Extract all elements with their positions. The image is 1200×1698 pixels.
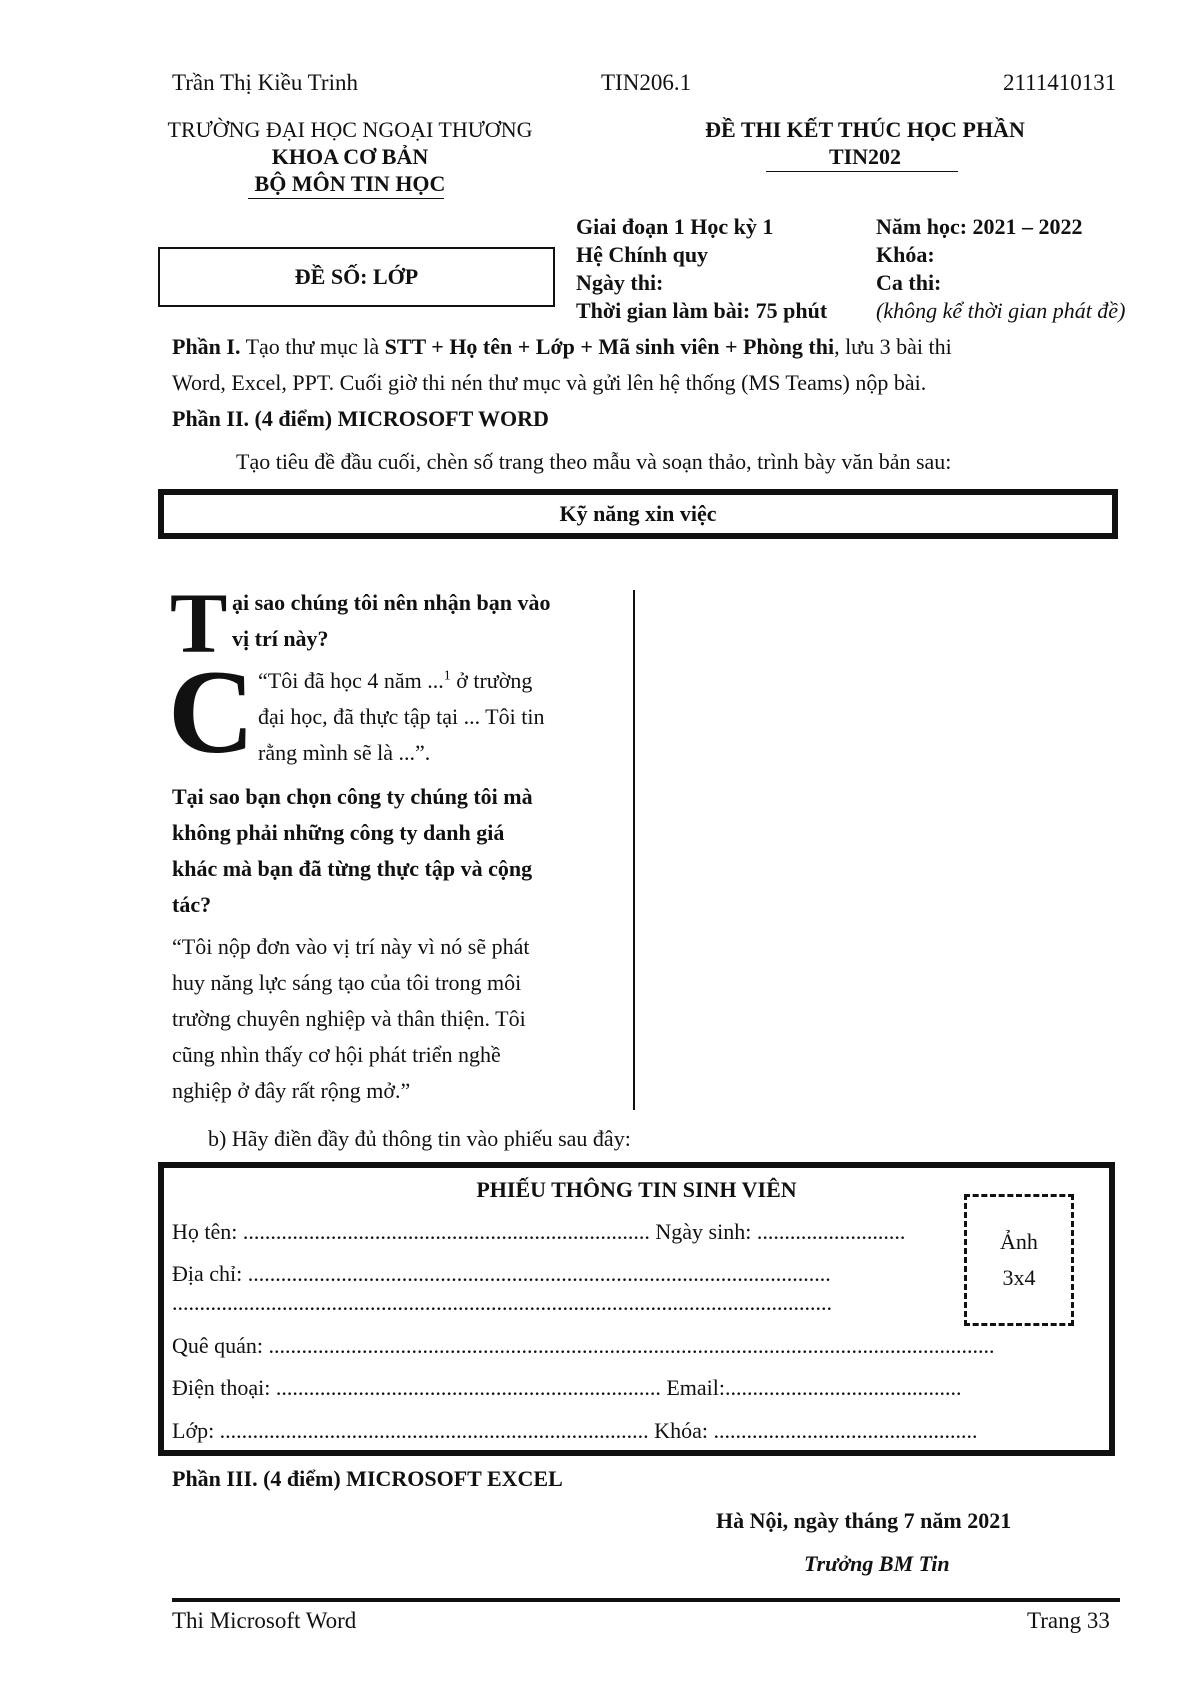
part1-text-b: , lưu 3 bài thi [834, 334, 952, 359]
part3-heading: Phần III. (4 điểm) MICROSOFT EXCEL [172, 1466, 563, 1491]
exam-code-box: ĐỀ SỐ: LỚP [158, 247, 555, 307]
form-phone-email[interactable]: Điện thoại: ...................................................................... Email:........................................... [172, 1375, 962, 1400]
course-underline [766, 171, 958, 172]
department-name: BỘ MÔN TIN HỌC [254, 171, 446, 196]
form-address[interactable]: Địa chỉ: .......................................................................................................... [172, 1261, 831, 1286]
part1-label: Phần I. [172, 334, 241, 359]
exam-year: Năm học: 2021 – 2022 [876, 214, 1083, 239]
form-name-dob[interactable]: Họ tên: .......................................................................... Ngày sinh: ........................... [172, 1219, 906, 1244]
a2-line5: nghiệp ở đây rất rộng mở.” [172, 1078, 411, 1103]
q2-line3: khác mà bạn đã từng thực tập và cộng [172, 856, 533, 881]
part1-line1 [172, 334, 952, 360]
exam-title: ĐỀ THI KẾT THÚC HỌC PHẦN [705, 117, 1025, 142]
part1-line2: Word, Excel, PPT. Cuối giờ thi nén thư mục và gửi lên hệ thống (MS Teams) nộp bài. [172, 370, 927, 395]
signature-place-date: Hà Nội, ngày tháng 7 năm 2021 [716, 1508, 1012, 1533]
part2-heading: Phần II. (4 điểm) MICROSOFT WORD [172, 406, 549, 431]
school-name: TRƯỜNG ĐẠI HỌC NGOẠI THƯƠNG [167, 117, 533, 142]
exam-duration: Thời gian làm bài: 75 phút [576, 298, 828, 323]
q1-line2: vị trí này? [232, 626, 329, 651]
exam-course: TIN202 [828, 144, 902, 169]
form-title: PHIẾU THÔNG TIN SINH VIÊN [476, 1177, 797, 1202]
footer-page-number: Trang 33 [1027, 1608, 1110, 1633]
a1-line1-text: “Tôi đã học 4 năm ... [258, 668, 444, 693]
faculty-name: KHOA CƠ BẢN [271, 144, 429, 169]
header-author: Trần Thị Kiều Trinh [172, 70, 358, 95]
exam-phase: Giai đoạn 1 Học kỳ 1 [576, 214, 774, 239]
footnote-marker: 1 [443, 668, 451, 684]
exam-date: Ngày thi: [576, 270, 664, 295]
exam-block [650, 116, 1080, 170]
part2-instruction: Tạo tiêu đề đầu cuối, chèn số trang theo mẫu và soạn thảo, trình bày văn bản sau: [236, 449, 952, 474]
part1-text-a: Tạo thư mục là [240, 334, 385, 359]
part1-folder-format: STT + Họ tên + Lớp + Mã sinh viên + Phòng thi [384, 334, 835, 359]
footer-left: Thi Microsoft Word [172, 1608, 357, 1633]
a2-line1: “Tôi nộp đơn vào vị trí này vì nó sẽ phát [172, 934, 530, 959]
a2-line2: huy năng lực sáng tạo của tôi trong môi [172, 970, 522, 995]
a1-line2: đại học, đã thực tập tại ... Tôi tin [258, 704, 545, 729]
department-underline [248, 198, 444, 199]
column-separator [633, 590, 635, 1110]
school-block [140, 116, 560, 197]
q2-line2: không phải những công ty danh giá [172, 820, 505, 845]
a1-line1 [258, 668, 532, 694]
exam-system: Hệ Chính quy [576, 242, 709, 267]
photo-placeholder [964, 1194, 1074, 1326]
a2-line4: cũng nhìn thấy cơ hội phát triển nghề [172, 1042, 501, 1067]
q2-line4: tác? [172, 892, 212, 917]
exam-cohort: Khóa: [876, 242, 935, 267]
header-student-id: 2111410131 [1003, 70, 1117, 95]
header-class-code: TIN206.1 [601, 70, 692, 95]
form-hometown[interactable]: Quê quán: .................................................................................................................................... [172, 1333, 995, 1358]
dropcap-t: T [170, 575, 228, 671]
footer-rule [172, 1598, 1120, 1602]
q2-line1: Tại sao bạn chọn công ty chúng tôi mà [172, 784, 533, 809]
dropcap-c: C [168, 645, 255, 778]
form-class-cohort[interactable]: Lớp: .............................................................................. Khóa: ................................................ [172, 1418, 978, 1443]
task-b: b) Hãy điền đầy đủ thông tin vào phiếu sau đây: [208, 1126, 631, 1151]
a2-line3: trường chuyên nghiệp và thân thiện. Tôi [172, 1006, 526, 1031]
q1-line1: ại sao chúng tôi nên nhận bạn vào [232, 590, 551, 615]
signature-role: Trưởng BM Tin [804, 1551, 950, 1576]
a1-line1-tail: ở trường [450, 668, 533, 693]
exam-duration-note: (không kể thời gian phát đề) [876, 298, 1126, 323]
article-title-box: Kỹ năng xin việc [158, 489, 1118, 539]
a1-line3: rằng mình sẽ là ...”. [258, 740, 431, 765]
photo-size: 3x4 [1002, 1265, 1036, 1290]
photo-label: Ảnh [1000, 1229, 1038, 1254]
exam-session: Ca thi: [876, 270, 942, 295]
form-address-line2[interactable]: ........................................................................................................................ [172, 1290, 832, 1315]
